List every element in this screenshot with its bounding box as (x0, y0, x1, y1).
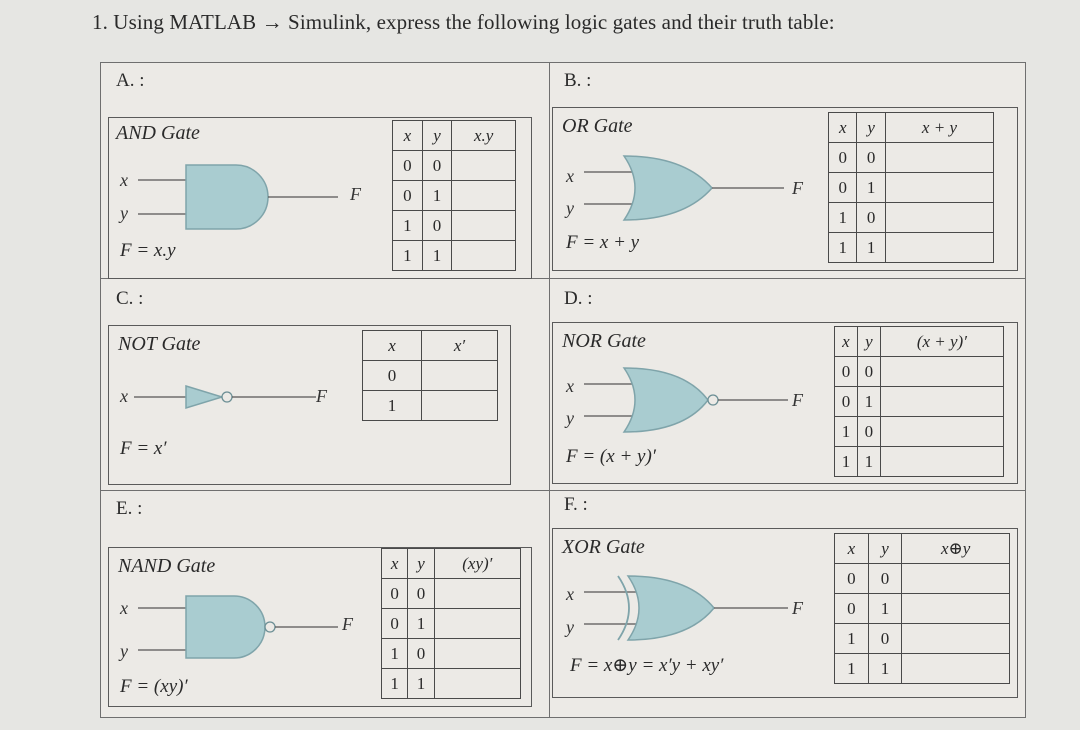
truth-table-header: y (857, 113, 885, 143)
or-input-y: y (566, 198, 574, 218)
truth-table-cell: 0 (422, 211, 452, 241)
truth-table-cell: 0 (422, 151, 452, 181)
section-a-label: A. : (116, 70, 145, 91)
truth-table-row (835, 417, 1004, 447)
truth-table-cell: 0 (857, 203, 885, 233)
truth-table-cell (452, 211, 516, 241)
truth-table-cell: 1 (857, 233, 885, 263)
not-gate-title: NOT Gate (118, 333, 201, 355)
truth-table-cell (434, 669, 520, 699)
nor-equation: F = (x + y)′ (566, 446, 656, 467)
truth-table-cell: 1 (868, 594, 902, 624)
nand-truth-table (381, 548, 521, 699)
truth-table-cell (421, 391, 497, 421)
truth-table-row (393, 151, 516, 181)
truth-table-cell: 0 (829, 143, 857, 173)
nor-output-f: F (792, 390, 803, 410)
truth-table-cell: 0 (835, 564, 869, 594)
not-gate-symbol (134, 382, 334, 412)
truth-table-cell (434, 579, 520, 609)
truth-table-cell (880, 357, 1003, 387)
truth-table-cell: 1 (363, 391, 422, 421)
truth-table-header: x (829, 113, 857, 143)
truth-table-row (393, 211, 516, 241)
truth-table-header: y (857, 327, 880, 357)
truth-table-header: (x + y)′ (880, 327, 1003, 357)
xor-equation: F = x⊕y = x′y + xy′ (570, 655, 724, 676)
nand-output-f: F (342, 614, 353, 634)
and-equation: F = x.y (120, 240, 176, 261)
truth-table-cell: 0 (857, 357, 880, 387)
or-input-x: x (566, 166, 574, 186)
truth-table-row (829, 143, 994, 173)
or-equation: F = x + y (566, 232, 640, 253)
and-input-y: y (120, 203, 128, 223)
truth-table-cell: 0 (868, 564, 902, 594)
truth-table-cell: 1 (393, 241, 423, 271)
not-truth-table (362, 330, 498, 421)
truth-table-cell: 0 (857, 143, 885, 173)
truth-table-cell (885, 203, 993, 233)
truth-table-header: x + y (885, 113, 993, 143)
section-c-label: C. : (116, 288, 144, 309)
truth-table-row (835, 387, 1004, 417)
truth-table-row (382, 579, 521, 609)
nand-input-x: x (120, 598, 128, 618)
truth-table-row (363, 361, 498, 391)
truth-table-cell (880, 447, 1003, 477)
truth-table-header: x.y (452, 121, 516, 151)
truth-table-cell (452, 181, 516, 211)
truth-table-header: x (382, 549, 408, 579)
column-divider (549, 62, 550, 718)
truth-table-cell: 0 (382, 609, 408, 639)
nand-gate-symbol (138, 592, 358, 662)
truth-table-row (835, 594, 1010, 624)
truth-table-cell: 1 (382, 639, 408, 669)
section-d-label: D. : (564, 288, 593, 309)
nor-truth-table (834, 326, 1004, 477)
truth-table-cell (880, 387, 1003, 417)
truth-table-row (835, 447, 1004, 477)
truth-table-header: (xy)′ (434, 549, 520, 579)
truth-table-cell: 0 (408, 579, 434, 609)
truth-table-cell: 0 (857, 417, 880, 447)
nor-input-x: x (566, 376, 574, 396)
not-output-f: F (316, 386, 327, 406)
or-gate-symbol (584, 154, 814, 224)
truth-table-cell: 0 (835, 357, 858, 387)
xor-truth-table (834, 533, 1010, 684)
nand-input-y: y (120, 641, 128, 661)
xor-input-y: y (566, 617, 574, 637)
truth-table-cell: 1 (382, 669, 408, 699)
and-output-f: F (350, 184, 361, 204)
truth-table-cell (434, 609, 520, 639)
truth-table-row (835, 357, 1004, 387)
or-truth-table (828, 112, 994, 263)
truth-table-cell: 0 (408, 639, 434, 669)
truth-table-row (382, 639, 521, 669)
truth-table-header: y (422, 121, 452, 151)
not-equation: F = x′ (120, 438, 167, 459)
truth-table-cell: 0 (393, 151, 423, 181)
truth-table-cell: 1 (835, 624, 869, 654)
nand-gate-title: NAND Gate (118, 555, 216, 577)
truth-table-header: x (393, 121, 423, 151)
truth-table-cell (434, 639, 520, 669)
truth-table-cell (902, 594, 1010, 624)
truth-table-header: x (835, 534, 869, 564)
xor-gate-title: XOR Gate (562, 536, 645, 558)
truth-table-cell (902, 624, 1010, 654)
xor-output-f: F (792, 598, 803, 618)
truth-table-row (393, 181, 516, 211)
truth-table-row (835, 564, 1010, 594)
truth-table-cell (885, 173, 993, 203)
truth-table-cell: 0 (835, 594, 869, 624)
truth-table-header: x⊕y (902, 534, 1010, 564)
section-b-label: B. : (564, 70, 592, 91)
truth-table-cell: 0 (829, 173, 857, 203)
truth-table-cell: 1 (393, 211, 423, 241)
truth-table-cell: 0 (382, 579, 408, 609)
truth-table-cell: 1 (868, 654, 902, 684)
nor-gate-symbol (584, 366, 814, 436)
truth-table-cell (421, 361, 497, 391)
not-input-x: x (120, 386, 128, 406)
truth-table-cell: 1 (857, 173, 885, 203)
truth-table-header: y (868, 534, 902, 564)
truth-table-cell: 1 (408, 609, 434, 639)
truth-table-cell: 0 (835, 387, 858, 417)
and-gate-title: AND Gate (116, 122, 200, 144)
truth-table-cell: 1 (829, 203, 857, 233)
row-divider (100, 490, 1026, 491)
truth-table-header: x′ (421, 331, 497, 361)
truth-table-cell: 1 (829, 233, 857, 263)
truth-table-row (382, 609, 521, 639)
and-gate-symbol (138, 160, 358, 230)
truth-table-cell (902, 564, 1010, 594)
truth-table-row (393, 241, 516, 271)
section-f-label: F. : (564, 494, 588, 515)
and-truth-table (392, 120, 516, 271)
truth-table-cell: 1 (422, 181, 452, 211)
truth-table-cell: 1 (857, 387, 880, 417)
question-title: 1. Using MATLAB → Simulink, express the following logic gates and their truth table: (92, 10, 835, 34)
truth-table-row (835, 654, 1010, 684)
nor-input-y: y (566, 408, 574, 428)
truth-table-row (829, 173, 994, 203)
or-output-f: F (792, 178, 803, 198)
xor-input-x: x (566, 584, 574, 604)
truth-table-cell (880, 417, 1003, 447)
nand-equation: F = (xy)′ (120, 676, 188, 697)
truth-table-cell (452, 241, 516, 271)
truth-table-row (382, 669, 521, 699)
truth-table-cell (902, 654, 1010, 684)
truth-table-row (829, 203, 994, 233)
truth-table-cell: 0 (868, 624, 902, 654)
xor-gate-symbol (584, 574, 814, 644)
truth-table-cell: 1 (835, 447, 858, 477)
truth-table-cell: 0 (363, 361, 422, 391)
truth-table-cell: 1 (835, 654, 869, 684)
truth-table-header: x (363, 331, 422, 361)
truth-table-header: x (835, 327, 858, 357)
truth-table-row (835, 624, 1010, 654)
truth-table-cell: 1 (422, 241, 452, 271)
nor-gate-title: NOR Gate (562, 330, 646, 352)
truth-table-cell (452, 151, 516, 181)
truth-table-cell: 0 (393, 181, 423, 211)
section-e-label: E. : (116, 498, 143, 519)
truth-table-row (829, 233, 994, 263)
truth-table-cell: 1 (835, 417, 858, 447)
truth-table-row (363, 391, 498, 421)
truth-table-header: y (408, 549, 434, 579)
truth-table-cell (885, 233, 993, 263)
or-gate-title: OR Gate (562, 115, 633, 137)
truth-table-cell: 1 (857, 447, 880, 477)
truth-table-cell: 1 (408, 669, 434, 699)
and-input-x: x (120, 170, 128, 190)
truth-table-cell (885, 143, 993, 173)
